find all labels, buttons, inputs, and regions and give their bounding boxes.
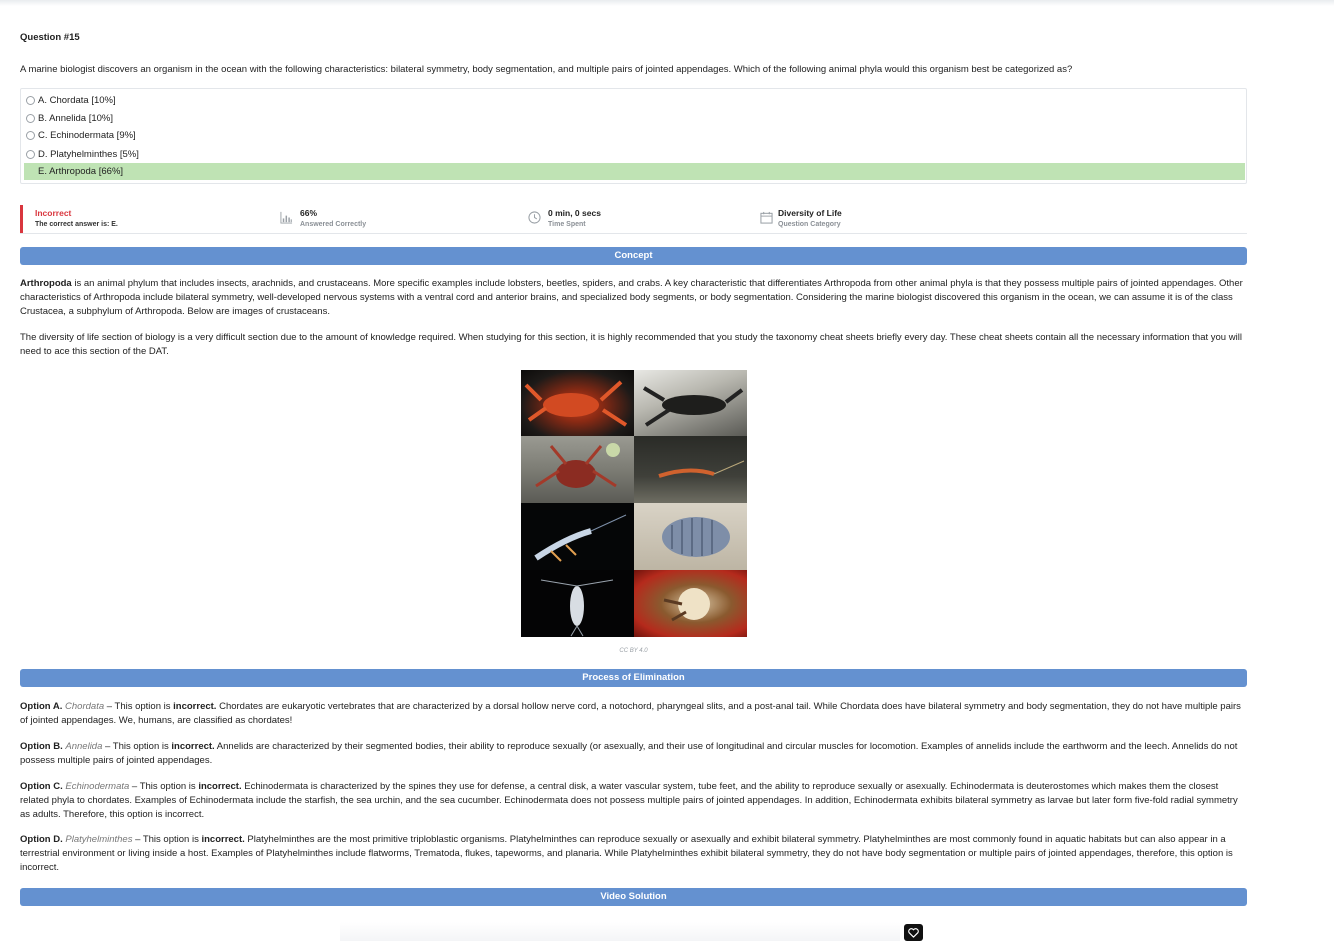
concept-paragraph-1: [20, 277, 1247, 319]
answer-options: [20, 88, 1247, 184]
option-verdict: incorrect.: [198, 781, 242, 792]
option-dash: – This option is: [129, 781, 199, 792]
elimination-option-b: [20, 740, 1247, 768]
correct-answer-text: The correct answer is: E.: [35, 221, 118, 228]
crustacean-photo-shrimp: [634, 436, 747, 503]
answered-stat: [300, 208, 366, 228]
option-d[interactable]: [24, 146, 1245, 163]
option-name: Platyhelminthes: [65, 834, 133, 845]
option-dash: – This option is: [102, 741, 172, 752]
radio-button[interactable]: [26, 114, 35, 123]
option-label: E. Arthropoda [66%]: [38, 166, 124, 177]
option-label: D. Platyhelminthes [5%]: [38, 149, 139, 160]
option-prefix: Option C.: [20, 781, 63, 792]
option-dash: – This option is: [104, 701, 174, 712]
option-explanation: Platyhelminthes are the most primitive triploblastic organisms. Platyhelminthes can reproduce sexually or asexually and exhibit bilateral symmetry. Platyhelminthes are most commonly found in aquatic habitats but can also appear in a terrestrial environment or living inside a host. Examples of Platyhelminthes include flatworms, Trematoda, flukes, tapeworms, and planaria. While Platyhelminthes exhibit bilateral symmetry, they do not have body segmentation or multiple pairs of jointed appendages, therefore, this option is incorrect.: [20, 834, 1233, 873]
option-verdict: incorrect.: [173, 701, 217, 712]
option-prefix: Option D.: [20, 834, 63, 845]
favorite-button[interactable]: [904, 924, 923, 941]
calendar-icon: [760, 211, 773, 224]
elimination-option-d: [20, 833, 1247, 875]
elimination-option-c: [20, 780, 1247, 822]
video-player[interactable]: [340, 922, 900, 941]
time-stat: [548, 208, 601, 228]
category-stat: [778, 208, 842, 228]
option-c[interactable]: [24, 127, 1245, 144]
option-label: A. Chordata [10%]: [38, 95, 116, 106]
crustacean-photo-copepod: [521, 570, 634, 637]
option-name: Chordata: [65, 701, 105, 712]
option-name: Echinodermata: [65, 781, 130, 792]
result-stat: [35, 208, 118, 228]
crustacean-photo-krill: [521, 503, 634, 570]
bar-chart-icon: [280, 211, 293, 224]
option-e[interactable]: [24, 163, 1245, 180]
crustacean-image-grid: [521, 370, 747, 637]
crustacean-photo-hermit-crab: [634, 570, 747, 637]
concept-term: Arthropoda: [20, 278, 72, 289]
image-caption: CC BY 4.0: [619, 648, 648, 654]
option-label: B. Annelida [10%]: [38, 113, 113, 124]
clock-icon: [528, 211, 541, 224]
result-text: Incorrect: [35, 208, 72, 218]
result-stats: [20, 204, 1247, 234]
crustacean-photo-isopod: [634, 503, 747, 570]
incorrect-indicator: [20, 205, 23, 233]
category-label: Question Category: [778, 221, 841, 228]
option-b[interactable]: [24, 110, 1245, 127]
time-label: Time Spent: [548, 221, 586, 228]
radio-button[interactable]: [26, 131, 35, 140]
option-name: Annelida: [65, 741, 103, 752]
option-explanation: Annelids are characterized by their segmented bodies, their ability to reproduce sexually (or asexually, and their use of longitudinal and circular muscles for locomotion. Examples of annelids include the earthworm and the leech. Annelids do not possess multiple pairs of jointed appendages.: [20, 741, 1238, 766]
concept-header: Concept: [20, 247, 1247, 265]
concept-text: is an animal phylum that includes insects, arachnids, and crustaceans. More specific examples include lobsters, beetles, spiders, and crabs. A key characteristic that differentiates Arthropoda from other animal phyla is that they possess multiple pairs of jointed appendages. Other characteristics of Arthropoda include bilateral symmetry, well-developed nervous systems with a ventral cord and anterior brains, and specialized body segments, or body segmentation. Considering the marine biologist discovered this organism in the ocean, we can assume it is of the class Crustacea, a subphylum of Arthropoda. Below are images of crustaceans.: [20, 278, 1243, 317]
elimination-header: Process of Elimination: [20, 669, 1247, 687]
question-text: A marine biologist discovers an organism in the ocean with the following characteristics: bilateral symmetry, body segmentation, and multiple pairs of jointed appendages. Which of the following animal phyla would this organism best be categorized as?: [20, 64, 1073, 75]
option-dash: – This option is: [132, 834, 202, 845]
option-a[interactable]: [24, 92, 1245, 109]
option-explanation: Chordates are eukaryotic vertebrates that are characterized by a dorsal hollow nerve cord, a notochord, pharyngeal slits, and a post-anal tail. While Chordata does have bilateral symmetry and body segmentation, they do not have multiple pairs of jointed appendages. We, humans, are classified as chordates!: [20, 701, 1241, 726]
time-value: 0 min, 0 secs: [548, 208, 601, 218]
radio-button[interactable]: [26, 96, 35, 105]
option-prefix: Option A.: [20, 701, 63, 712]
option-explanation: Echinodermata is characterized by the spines they use for defense, a central disk, a water vascular system, tube feet, and the ability to reproduce sexually or asexually. Echinodermata is deuterostomes which makes them the closest related phyla to chordates. Examples of Echinodermata include the starfish, the sea urchin, and the sea cucumber. Echinodermata does not possess multiple pairs of jointed appendages. In addition, Echinodermata exhibits bilateral symmetry as larvae but later form five-fold radial symmetry as adults. Therefore, this option is incorrect.: [20, 781, 1238, 820]
radio-button[interactable]: [26, 150, 35, 159]
heart-icon: [908, 928, 919, 938]
concept-paragraph-2: The diversity of life section of biology is a very difficult section due to the amount of knowledge required. When studying for this section, it is highly recommended that you study the taxonomy cheat sheets briefly every day. These cheat sheets contain all the necessary information that you will need to ace this section of the DAT.: [20, 332, 1242, 357]
crustacean-photo-red-crab: [521, 370, 634, 436]
video-solution-header: Video Solution: [20, 888, 1247, 906]
option-prefix: Option B.: [20, 741, 63, 752]
option-verdict: incorrect.: [201, 834, 245, 845]
category-value: Diversity of Life: [778, 208, 842, 218]
answered-value: 66%: [300, 208, 318, 218]
elimination-option-a: [20, 700, 1247, 728]
question-number: Question #15: [20, 32, 80, 43]
top-bar-shadow: [0, 0, 1334, 6]
crustacean-photo-crawdad: [521, 436, 634, 503]
crustacean-photo-crayfish: [634, 370, 747, 436]
answered-label: Answered Correctly: [300, 221, 367, 228]
option-verdict: incorrect.: [171, 741, 215, 752]
option-label: C. Echinodermata [9%]: [38, 130, 136, 141]
